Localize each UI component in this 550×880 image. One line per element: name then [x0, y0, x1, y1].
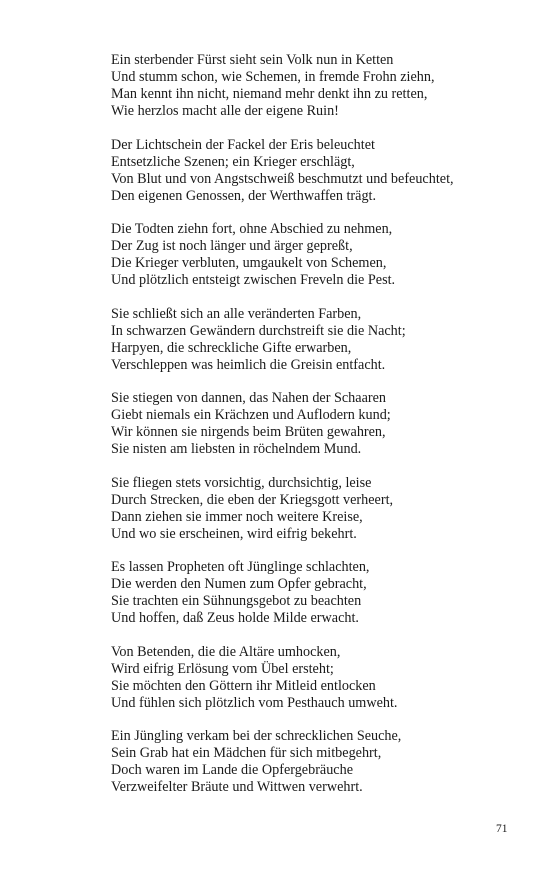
poem-line: Ein sterbender Fürst sieht sein Volk nun in Ketten [111, 52, 394, 68]
stanza-2 [111, 137, 531, 205]
poem-line: Sie fliegen stets vorsichtig, durchsichtig, leise [111, 474, 372, 491]
stanza-5 [111, 390, 531, 458]
poem-line: Von Blut und von Angstschweiß beschmutzt und befeuchtet, [111, 170, 454, 187]
stanza-4 [111, 306, 531, 374]
poem-line: Dann ziehen sie immer noch weitere Kreise, [111, 508, 363, 525]
poem-line: Verzweifelter Bräute und Wittwen verwehrt. [111, 779, 363, 795]
poem-line: Wird eifrig Erlösung vom Übel ersteht; [111, 660, 334, 677]
poem-line: Und wo sie erscheinen, wird eifrig bekehrt. [111, 525, 357, 542]
poem-line: Sie nisten am liebsten in röchelndem Mund. [111, 441, 362, 457]
poem-line: Sein Grab hat ein Mädchen für sich mitbegehrt, [111, 745, 382, 761]
poem-line: Wie herzlos macht alle der eigene Ruin! [111, 103, 339, 119]
poem-line: Sie stiegen von dannen, das Nahen der Schaaren [111, 390, 386, 406]
poem-line: Entsetzliche Szenen; ein Krieger erschlägt, [111, 153, 355, 170]
poem-line: Und hoffen, daß Zeus holde Milde erwacht. [111, 610, 359, 626]
poem-line: Sie schließt sich an alle veränderten Farben, [111, 305, 362, 322]
poem-line: Von Betenden, die die Altäre umhocken, [111, 643, 341, 660]
stanza-3 [111, 221, 531, 289]
stanza-1 [111, 52, 531, 120]
poem-line: Die werden den Numen zum Opfer gebracht, [111, 576, 367, 592]
poem-line: Giebt niemals ein Krächzen und Auflodern kund; [111, 407, 391, 423]
poem-line: Und stumm schon, wie Schemen, in fremde Frohn ziehn, [111, 69, 435, 85]
page-number: 71 [496, 823, 508, 835]
poem-line: Und fühlen sich plötzlich vom Pesthauch umweht. [111, 694, 398, 711]
poem-line: Die Krieger verbluten, umgaukelt von Schemen, [111, 255, 387, 271]
poem [111, 52, 531, 813]
poem-line: Der Lichtschein der Fackel der Eris beleuchtet [111, 136, 375, 153]
poem-line: Verschleppen was heimlich die Greisin entfacht. [111, 356, 386, 373]
stanza-9 [111, 728, 531, 796]
poem-line: Sie trachten ein Sühnungsgebot zu beachten [111, 593, 362, 609]
poem-line: Ein Jüngling verkam bei der schrecklichen Seuche, [111, 728, 402, 744]
poem-line: Der Zug ist noch länger und ärger gepreßt, [111, 238, 353, 254]
poem-line: Wir können sie nirgends beim Brüten gewahren, [111, 424, 386, 440]
stanza-7 [111, 559, 531, 627]
poem-line: Die Todten ziehn fort, ohne Abschied zu nehmen, [111, 221, 393, 237]
stanza-6 [111, 475, 531, 543]
poem-line: Harpyen, die schreckliche Gifte erwarben, [111, 339, 352, 356]
poem-line: Sie möchten den Göttern ihr Mitleid entlocken [111, 677, 376, 694]
poem-line: Es lassen Propheten oft Jünglinge schlachten, [111, 559, 370, 575]
poem-line: Den eigenen Genossen, der Werthwaffen trägt. [111, 187, 377, 204]
poem-line: Durch Strecken, die eben der Kriegsgott verheert, [111, 491, 394, 508]
poem-line: In schwarzen Gewändern durchstreift sie die Nacht; [111, 322, 406, 339]
poem-line: Man kennt ihn nicht, niemand mehr denkt ihn zu retten, [111, 86, 428, 102]
stanza-8 [111, 644, 531, 712]
poem-line: Doch waren im Lande die Opfergebräuche [111, 762, 353, 778]
poem-line: Und plötzlich entsteigt zwischen Freveln die Pest. [111, 272, 396, 288]
